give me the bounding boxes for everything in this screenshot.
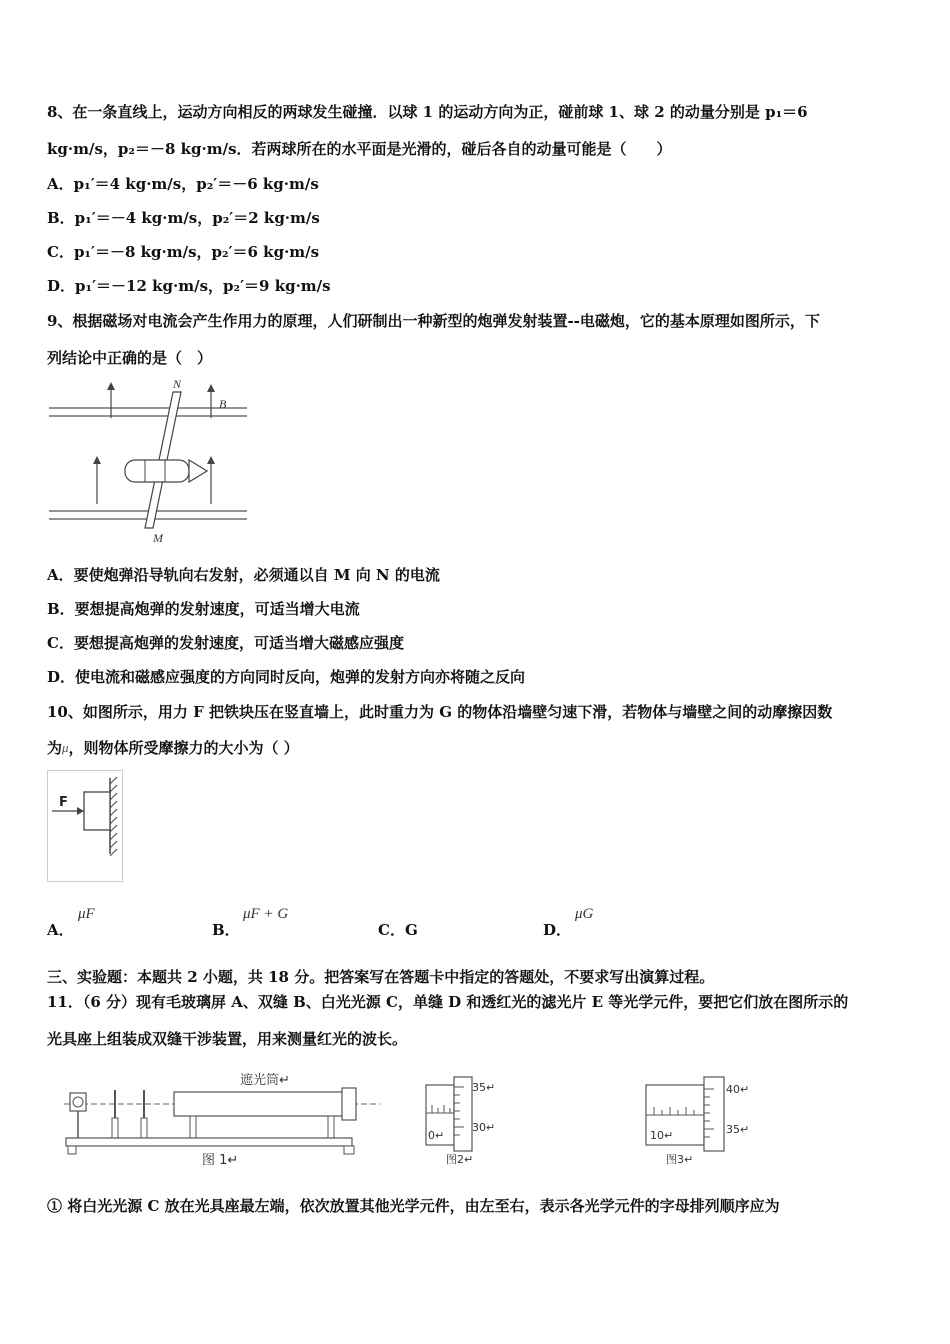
q9-option-c: C．要想提高炮弹的发射速度，可适当增大磁感应强度 xyxy=(47,634,404,652)
fig1-caption: 图 1↵ xyxy=(202,1153,239,1168)
q11-line2: 光具座上组装成双缝干涉装置，用来测量红光的波长。 xyxy=(47,1030,408,1048)
section3-heading: 三、实验题：本题共 2 小题，共 18 分。把答案写在答题卡中指定的答题处，不要求写出演算过程。 xyxy=(47,968,715,986)
q8-option-d: D．p₁′＝－12 kg·m/s，p₂′＝9 kg·m/s xyxy=(47,277,331,295)
fig2-zero: 0↵ xyxy=(428,1129,445,1142)
q10-option-b: B． xyxy=(212,921,240,939)
mu-symbol: μ xyxy=(62,740,69,755)
q10-option-d-formula: μG xyxy=(575,906,594,922)
label-b: B xyxy=(219,397,227,411)
q10-option-b-formula: μF + G xyxy=(243,906,289,922)
optical-bench-figure xyxy=(62,1068,382,1172)
micrometer-figure-2 xyxy=(420,1075,500,1167)
fig2-top: 35↵ xyxy=(472,1081,496,1094)
fig3-top: 40↵ xyxy=(726,1083,750,1096)
q10-line2: 为μ，则物体所受摩擦力的大小为（ ） xyxy=(47,739,299,757)
label-n: N xyxy=(173,377,182,391)
q8-option-c: C．p₁′＝－8 kg·m/s，p₂′＝6 kg·m/s xyxy=(47,243,320,261)
q11-line1: 11．（6 分）现有毛玻璃屏 A、双缝 B、白光光源 C，单缝 D 和透红光的滤光片 E 等光学元件，要把它们放在图所示的 xyxy=(47,993,849,1011)
wall-block-figure xyxy=(47,770,125,884)
q9-line2: 列结论中正确的是（ ） xyxy=(47,349,213,367)
q8-line2: kg·m/s，p₂＝－8 kg·m/s．若两球所在的水平面是光滑的，碰后各自的动量可能是（ ） xyxy=(47,140,672,158)
q9-option-a: A．要使炮弹沿导轨向右发射，必须通以自 M 向 N 的电流 xyxy=(47,566,440,584)
fig3-caption: 图3↵ xyxy=(666,1153,694,1166)
q10-option-d: D． xyxy=(543,921,572,939)
q10-option-c: C．G xyxy=(378,921,418,939)
railgun-figure xyxy=(47,376,252,546)
fig2-caption: 图2↵ xyxy=(446,1153,474,1166)
q8-option-b: B．p₁′＝－4 kg·m/s，p₂′＝2 kg·m/s xyxy=(47,209,320,227)
tube-label: 遮光筒↵ xyxy=(240,1073,290,1088)
fig2-bottom: 30↵ xyxy=(472,1121,496,1134)
fig3-ten: 10↵ xyxy=(650,1129,674,1142)
micrometer-figure-3 xyxy=(632,1075,762,1167)
q10-line1: 10、如图所示，用力 F 把铁块压在竖直墙上，此时重力为 G 的物体沿墙壁匀速下滑，若物体与墙壁之间的动摩擦因数 xyxy=(47,703,833,721)
q9-option-d: D．使电流和磁感应强度的方向同时反向，炮弹的发射方向亦将随之反向 xyxy=(47,668,526,686)
q9-line1: 9、根据磁场对电流会产生作用力的原理，人们研制出一种新型的炮弹发射装置--电磁炮，它的基本原理如图所示，下 xyxy=(47,312,820,330)
q11-step1: ① 将白光光源 C 放在光具座最左端，依次放置其他光学元件，由左至右，表示各光学元件的字母排列顺序应为 xyxy=(47,1197,780,1215)
fig3-bottom: 35↵ xyxy=(726,1123,750,1136)
q8-line1: 8、在一条直线上，运动方向相反的两球发生碰撞．以球 1 的运动方向为正，碰前球 1、球 2 的动量分别是 p₁＝6 xyxy=(47,103,808,121)
q8-option-a: A．p₁′＝4 kg·m/s，p₂′＝－6 kg·m/s xyxy=(47,175,319,193)
q10-option-a: A． xyxy=(47,921,74,939)
label-m: M xyxy=(153,531,163,545)
q10-option-a-formula: μF xyxy=(78,906,95,922)
q9-option-b: B．要想提高炮弹的发射速度，可适当增大电流 xyxy=(47,600,360,618)
label-f: F xyxy=(59,795,68,810)
